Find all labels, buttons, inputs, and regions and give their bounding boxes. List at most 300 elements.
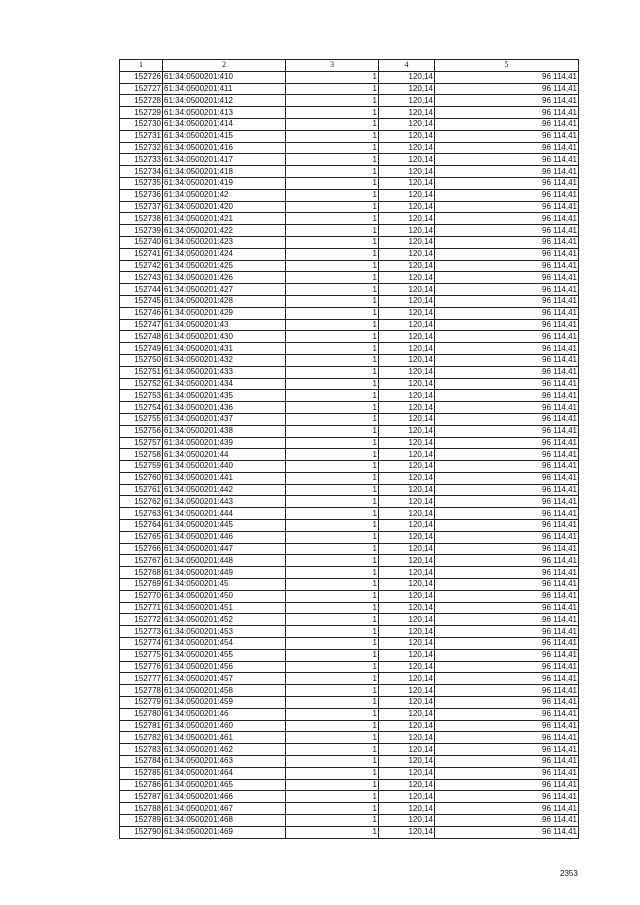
cadastral-number-cell: 61:34:0500201:419: [163, 177, 286, 189]
row-number-cell: 152768: [120, 567, 163, 579]
value-cell: 96 114,41: [435, 614, 579, 626]
row-number-cell: 152731: [120, 130, 163, 142]
row-number-cell: 152727: [120, 83, 163, 95]
quantity-cell: 1: [286, 201, 379, 213]
row-number-cell: 152729: [120, 107, 163, 119]
quantity-cell: 1: [286, 213, 379, 225]
value-cell: 96 114,41: [435, 472, 579, 484]
row-number-cell: 152757: [120, 437, 163, 449]
table-row: [120, 791, 579, 803]
table-row: [120, 236, 579, 248]
table-row: [120, 779, 579, 791]
cadastral-number-cell: 61:34:0500201:44: [163, 449, 286, 461]
value-cell: 96 114,41: [435, 307, 579, 319]
value-cell: 96 114,41: [435, 118, 579, 130]
quantity-cell: 1: [286, 154, 379, 166]
value-cell: 96 114,41: [435, 756, 579, 768]
table-row: [120, 343, 579, 355]
area-cell: 120,14: [379, 366, 435, 378]
table-row: [120, 142, 579, 154]
value-cell: 96 114,41: [435, 649, 579, 661]
value-cell: 96 114,41: [435, 461, 579, 473]
value-cell: 96 114,41: [435, 83, 579, 95]
area-cell: 120,14: [379, 708, 435, 720]
cadastral-number-cell: 61:34:0500201:439: [163, 437, 286, 449]
quantity-cell: 1: [286, 649, 379, 661]
table-row: [120, 118, 579, 130]
area-cell: 120,14: [379, 71, 435, 83]
row-number-cell: 152765: [120, 531, 163, 543]
row-number-cell: 152752: [120, 378, 163, 390]
table-row: [120, 767, 579, 779]
value-cell: 96 114,41: [435, 543, 579, 555]
area-cell: 120,14: [379, 343, 435, 355]
cadastral-number-cell: 61:34:0500201:429: [163, 307, 286, 319]
row-number-cell: 152787: [120, 791, 163, 803]
area-cell: 120,14: [379, 142, 435, 154]
row-number-cell: 152747: [120, 319, 163, 331]
quantity-cell: 1: [286, 520, 379, 532]
table-row: [120, 472, 579, 484]
registry-table: [119, 59, 579, 839]
value-cell: 96 114,41: [435, 272, 579, 284]
value-cell: 96 114,41: [435, 413, 579, 425]
area-cell: 120,14: [379, 331, 435, 343]
row-number-cell: 152759: [120, 461, 163, 473]
row-number-cell: 152789: [120, 815, 163, 827]
area-cell: 120,14: [379, 319, 435, 331]
table-row: [120, 638, 579, 650]
table-row: [120, 402, 579, 414]
value-cell: 96 114,41: [435, 779, 579, 791]
table-row: [120, 248, 579, 260]
quantity-cell: 1: [286, 708, 379, 720]
row-number-cell: 152773: [120, 626, 163, 638]
cadastral-number-cell: 61:34:0500201:450: [163, 590, 286, 602]
area-cell: 120,14: [379, 614, 435, 626]
area-cell: 120,14: [379, 95, 435, 107]
table-row: [120, 284, 579, 296]
row-number-cell: 152774: [120, 638, 163, 650]
cadastral-number-cell: 61:34:0500201:464: [163, 767, 286, 779]
row-number-cell: 152744: [120, 284, 163, 296]
row-number-cell: 152778: [120, 685, 163, 697]
area-cell: 120,14: [379, 590, 435, 602]
quantity-cell: 1: [286, 107, 379, 119]
table-row: [120, 225, 579, 237]
cadastral-number-cell: 61:34:0500201:456: [163, 661, 286, 673]
area-cell: 120,14: [379, 520, 435, 532]
table-header: [120, 60, 579, 72]
quantity-cell: 1: [286, 95, 379, 107]
area-cell: 120,14: [379, 437, 435, 449]
cadastral-number-cell: 61:34:0500201:463: [163, 756, 286, 768]
row-number-cell: 152779: [120, 697, 163, 709]
quantity-cell: 1: [286, 425, 379, 437]
area-cell: 120,14: [379, 201, 435, 213]
cadastral-number-cell: 61:34:0500201:412: [163, 95, 286, 107]
value-cell: 96 114,41: [435, 555, 579, 567]
row-number-cell: 152738: [120, 213, 163, 225]
area-cell: 120,14: [379, 307, 435, 319]
row-number-cell: 152745: [120, 295, 163, 307]
table-row: [120, 130, 579, 142]
area-cell: 120,14: [379, 756, 435, 768]
cadastral-number-cell: 61:34:0500201:431: [163, 343, 286, 355]
table-row: [120, 319, 579, 331]
quantity-cell: 1: [286, 272, 379, 284]
cadastral-number-cell: 61:34:0500201:438: [163, 425, 286, 437]
row-number-cell: 152754: [120, 402, 163, 414]
table-row: [120, 496, 579, 508]
quantity-cell: 1: [286, 142, 379, 154]
value-cell: 96 114,41: [435, 177, 579, 189]
row-number-cell: 152762: [120, 496, 163, 508]
quantity-cell: 1: [286, 319, 379, 331]
cadastral-number-cell: 61:34:0500201:451: [163, 602, 286, 614]
cadastral-number-cell: 61:34:0500201:459: [163, 697, 286, 709]
quantity-cell: 1: [286, 685, 379, 697]
table-row: [120, 201, 579, 213]
table-row: [120, 685, 579, 697]
row-number-cell: 152770: [120, 590, 163, 602]
area-cell: 120,14: [379, 402, 435, 414]
area-cell: 120,14: [379, 154, 435, 166]
area-cell: 120,14: [379, 543, 435, 555]
table-row: [120, 673, 579, 685]
area-cell: 120,14: [379, 744, 435, 756]
value-cell: 96 114,41: [435, 71, 579, 83]
quantity-cell: 1: [286, 378, 379, 390]
area-cell: 120,14: [379, 531, 435, 543]
area-cell: 120,14: [379, 107, 435, 119]
quantity-cell: 1: [286, 767, 379, 779]
row-number-cell: 152726: [120, 71, 163, 83]
table-row: [120, 166, 579, 178]
column-header-3: 3: [286, 60, 379, 72]
quantity-cell: 1: [286, 661, 379, 673]
row-number-cell: 152728: [120, 95, 163, 107]
cadastral-number-cell: 61:34:0500201:416: [163, 142, 286, 154]
table-row: [120, 213, 579, 225]
value-cell: 96 114,41: [435, 154, 579, 166]
area-cell: 120,14: [379, 354, 435, 366]
row-number-cell: 152788: [120, 803, 163, 815]
value-cell: 96 114,41: [435, 803, 579, 815]
quantity-cell: 1: [286, 697, 379, 709]
row-number-cell: 152758: [120, 449, 163, 461]
value-cell: 96 114,41: [435, 579, 579, 591]
cadastral-number-cell: 61:34:0500201:443: [163, 496, 286, 508]
quantity-cell: 1: [286, 815, 379, 827]
quantity-cell: 1: [286, 720, 379, 732]
cadastral-number-cell: 61:34:0500201:440: [163, 461, 286, 473]
table-row: [120, 803, 579, 815]
quantity-cell: 1: [286, 260, 379, 272]
area-cell: 120,14: [379, 177, 435, 189]
cadastral-number-cell: 61:34:0500201:452: [163, 614, 286, 626]
cadastral-number-cell: 61:34:0500201:410: [163, 71, 286, 83]
row-number-cell: 152769: [120, 579, 163, 591]
area-cell: 120,14: [379, 720, 435, 732]
quantity-cell: 1: [286, 531, 379, 543]
row-number-cell: 152736: [120, 189, 163, 201]
table-row: [120, 71, 579, 83]
cadastral-number-cell: 61:34:0500201:428: [163, 295, 286, 307]
cadastral-number-cell: 61:34:0500201:420: [163, 201, 286, 213]
area-cell: 120,14: [379, 638, 435, 650]
cadastral-number-cell: 61:34:0500201:447: [163, 543, 286, 555]
table-row: [120, 449, 579, 461]
value-cell: 96 114,41: [435, 354, 579, 366]
row-number-cell: 152772: [120, 614, 163, 626]
table-row: [120, 413, 579, 425]
area-cell: 120,14: [379, 130, 435, 142]
table-row: [120, 744, 579, 756]
cadastral-number-cell: 61:34:0500201:425: [163, 260, 286, 272]
area-cell: 120,14: [379, 390, 435, 402]
column-header-1: 1: [120, 60, 163, 72]
table-row: [120, 272, 579, 284]
table-row: [120, 614, 579, 626]
row-number-cell: 152732: [120, 142, 163, 154]
quantity-cell: 1: [286, 189, 379, 201]
quantity-cell: 1: [286, 177, 379, 189]
value-cell: 96 114,41: [435, 638, 579, 650]
value-cell: 96 114,41: [435, 767, 579, 779]
quantity-cell: 1: [286, 71, 379, 83]
area-cell: 120,14: [379, 166, 435, 178]
row-number-cell: 152766: [120, 543, 163, 555]
table-row: [120, 83, 579, 95]
quantity-cell: 1: [286, 413, 379, 425]
value-cell: 96 114,41: [435, 496, 579, 508]
area-cell: 120,14: [379, 496, 435, 508]
cadastral-number-cell: 61:34:0500201:462: [163, 744, 286, 756]
table-row: [120, 732, 579, 744]
row-number-cell: 152783: [120, 744, 163, 756]
area-cell: 120,14: [379, 83, 435, 95]
page-number: 2353: [560, 869, 578, 878]
value-cell: 96 114,41: [435, 130, 579, 142]
column-header-5: 5: [435, 60, 579, 72]
area-cell: 120,14: [379, 579, 435, 591]
quantity-cell: 1: [286, 744, 379, 756]
cadastral-number-cell: 61:34:0500201:457: [163, 673, 286, 685]
table-row: [120, 661, 579, 673]
quantity-cell: 1: [286, 248, 379, 260]
area-cell: 120,14: [379, 767, 435, 779]
row-number-cell: 152750: [120, 354, 163, 366]
value-cell: 96 114,41: [435, 567, 579, 579]
row-number-cell: 152763: [120, 508, 163, 520]
cadastral-number-cell: 61:34:0500201:427: [163, 284, 286, 296]
table-row: [120, 579, 579, 591]
area-cell: 120,14: [379, 697, 435, 709]
row-number-cell: 152751: [120, 366, 163, 378]
table-row: [120, 390, 579, 402]
quantity-cell: 1: [286, 673, 379, 685]
quantity-cell: 1: [286, 638, 379, 650]
value-cell: 96 114,41: [435, 826, 579, 838]
area-cell: 120,14: [379, 118, 435, 130]
area-cell: 120,14: [379, 673, 435, 685]
table-row: [120, 366, 579, 378]
value-cell: 96 114,41: [435, 437, 579, 449]
area-cell: 120,14: [379, 602, 435, 614]
value-cell: 96 114,41: [435, 708, 579, 720]
quantity-cell: 1: [286, 461, 379, 473]
row-number-cell: 152743: [120, 272, 163, 284]
value-cell: 96 114,41: [435, 791, 579, 803]
quantity-cell: 1: [286, 543, 379, 555]
cadastral-number-cell: 61:34:0500201:422: [163, 225, 286, 237]
cadastral-number-cell: 61:34:0500201:421: [163, 213, 286, 225]
table-row: [120, 567, 579, 579]
value-cell: 96 114,41: [435, 732, 579, 744]
value-cell: 96 114,41: [435, 366, 579, 378]
value-cell: 96 114,41: [435, 697, 579, 709]
area-cell: 120,14: [379, 649, 435, 661]
row-number-cell: 152771: [120, 602, 163, 614]
area-cell: 120,14: [379, 449, 435, 461]
value-cell: 96 114,41: [435, 343, 579, 355]
quantity-cell: 1: [286, 331, 379, 343]
cadastral-number-cell: 61:34:0500201:455: [163, 649, 286, 661]
row-number-cell: 152782: [120, 732, 163, 744]
table-row: [120, 107, 579, 119]
value-cell: 96 114,41: [435, 166, 579, 178]
area-cell: 120,14: [379, 189, 435, 201]
value-cell: 96 114,41: [435, 189, 579, 201]
cadastral-number-cell: 61:34:0500201:466: [163, 791, 286, 803]
value-cell: 96 114,41: [435, 284, 579, 296]
row-number-cell: 152760: [120, 472, 163, 484]
value-cell: 96 114,41: [435, 402, 579, 414]
table-row: [120, 826, 579, 838]
quantity-cell: 1: [286, 284, 379, 296]
row-number-cell: 152737: [120, 201, 163, 213]
area-cell: 120,14: [379, 413, 435, 425]
area-cell: 120,14: [379, 213, 435, 225]
table-row: [120, 425, 579, 437]
value-cell: 96 114,41: [435, 107, 579, 119]
cadastral-number-cell: 61:34:0500201:415: [163, 130, 286, 142]
quantity-cell: 1: [286, 803, 379, 815]
row-number-cell: 152734: [120, 166, 163, 178]
value-cell: 96 114,41: [435, 225, 579, 237]
cadastral-number-cell: 61:34:0500201:46: [163, 708, 286, 720]
value-cell: 96 114,41: [435, 602, 579, 614]
column-header-2: 2: [163, 60, 286, 72]
cadastral-number-cell: 61:34:0500201:467: [163, 803, 286, 815]
area-cell: 120,14: [379, 378, 435, 390]
table-row: [120, 649, 579, 661]
row-number-cell: 152749: [120, 343, 163, 355]
table-row: [120, 720, 579, 732]
table-row: [120, 520, 579, 532]
area-cell: 120,14: [379, 791, 435, 803]
quantity-cell: 1: [286, 449, 379, 461]
cadastral-number-cell: 61:34:0500201:468: [163, 815, 286, 827]
area-cell: 120,14: [379, 661, 435, 673]
row-number-cell: 152790: [120, 826, 163, 838]
row-number-cell: 152753: [120, 390, 163, 402]
quantity-cell: 1: [286, 626, 379, 638]
quantity-cell: 1: [286, 732, 379, 744]
area-cell: 120,14: [379, 260, 435, 272]
row-number-cell: 152746: [120, 307, 163, 319]
row-number-cell: 152756: [120, 425, 163, 437]
quantity-cell: 1: [286, 496, 379, 508]
row-number-cell: 152740: [120, 236, 163, 248]
table-row: [120, 189, 579, 201]
value-cell: 96 114,41: [435, 626, 579, 638]
area-cell: 120,14: [379, 555, 435, 567]
quantity-cell: 1: [286, 508, 379, 520]
table-body: [120, 71, 579, 838]
row-number-cell: 152777: [120, 673, 163, 685]
value-cell: 96 114,41: [435, 815, 579, 827]
table-row: [120, 697, 579, 709]
cadastral-number-cell: 61:34:0500201:442: [163, 484, 286, 496]
table-row: [120, 531, 579, 543]
area-cell: 120,14: [379, 248, 435, 260]
table-row: [120, 354, 579, 366]
value-cell: 96 114,41: [435, 720, 579, 732]
row-number-cell: 152730: [120, 118, 163, 130]
value-cell: 96 114,41: [435, 661, 579, 673]
value-cell: 96 114,41: [435, 484, 579, 496]
area-cell: 120,14: [379, 803, 435, 815]
cadastral-number-cell: 61:34:0500201:433: [163, 366, 286, 378]
quantity-cell: 1: [286, 756, 379, 768]
cadastral-number-cell: 61:34:0500201:460: [163, 720, 286, 732]
table-row: [120, 295, 579, 307]
table-row: [120, 756, 579, 768]
quantity-cell: 1: [286, 472, 379, 484]
quantity-cell: 1: [286, 791, 379, 803]
cadastral-number-cell: 61:34:0500201:418: [163, 166, 286, 178]
cadastral-number-cell: 61:34:0500201:437: [163, 413, 286, 425]
value-cell: 96 114,41: [435, 449, 579, 461]
quantity-cell: 1: [286, 343, 379, 355]
table-row: [120, 543, 579, 555]
row-number-cell: 152742: [120, 260, 163, 272]
cadastral-number-cell: 61:34:0500201:423: [163, 236, 286, 248]
row-number-cell: 152735: [120, 177, 163, 189]
cadastral-number-cell: 61:34:0500201:436: [163, 402, 286, 414]
value-cell: 96 114,41: [435, 531, 579, 543]
row-number-cell: 152780: [120, 708, 163, 720]
quantity-cell: 1: [286, 390, 379, 402]
cadastral-number-cell: 61:34:0500201:432: [163, 354, 286, 366]
quantity-cell: 1: [286, 295, 379, 307]
cadastral-number-cell: 61:34:0500201:414: [163, 118, 286, 130]
quantity-cell: 1: [286, 307, 379, 319]
cadastral-number-cell: 61:34:0500201:444: [163, 508, 286, 520]
row-number-cell: 152739: [120, 225, 163, 237]
value-cell: 96 114,41: [435, 685, 579, 697]
table-row: [120, 437, 579, 449]
cadastral-number-cell: 61:34:0500201:453: [163, 626, 286, 638]
table-row: [120, 154, 579, 166]
area-cell: 120,14: [379, 732, 435, 744]
quantity-cell: 1: [286, 614, 379, 626]
table-row: [120, 260, 579, 272]
value-cell: 96 114,41: [435, 331, 579, 343]
quantity-cell: 1: [286, 779, 379, 791]
